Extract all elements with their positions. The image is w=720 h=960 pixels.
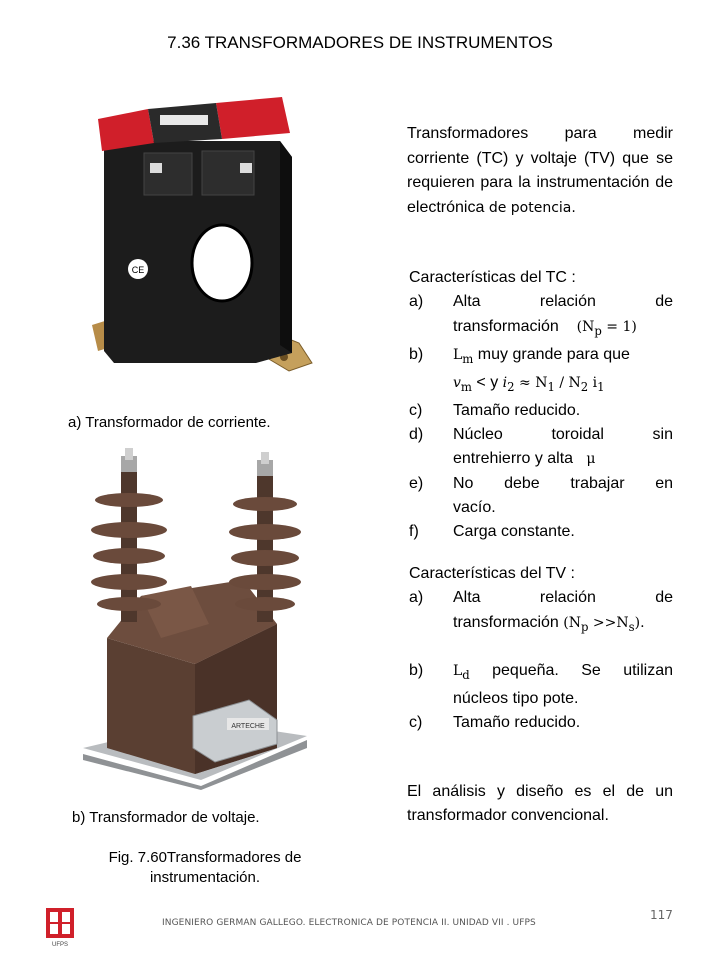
svg-text:UFPS: UFPS xyxy=(51,942,69,948)
footer-text: INGENIERO GERMAN GALLEGO. ELECTRONICA DE POTENCIA II. UNIDAD VII . UFPS xyxy=(162,918,536,928)
list-item: a) Alta relación de transformación $(N_p >>N_s)$. xyxy=(409,589,673,634)
page-number: 117 xyxy=(650,908,673,922)
list-item: c) Tamaño reducido. xyxy=(409,714,581,732)
tc-characteristics xyxy=(409,266,673,545)
figure-caption: Fig. 7.60Transformadores de instrumentación. xyxy=(108,849,302,886)
ufps-logo-icon xyxy=(44,906,76,950)
intro-paragraph: Transformadores para medir corriente (TC) y voltaje (TV) que se requieren para la instrumentación de electrónica de potencia. xyxy=(407,125,673,216)
vt-brand-label: ARTECHE xyxy=(231,723,265,730)
tv-heading: Características del TV : xyxy=(409,565,575,582)
list-item: f) Carga constante. xyxy=(409,523,575,541)
list-item: e) No debe trabajar en vacío. xyxy=(409,474,673,517)
voltage-transformer-photo xyxy=(81,448,309,790)
tv-characteristics xyxy=(409,562,673,735)
list-item: c) Tamaño reducido. xyxy=(409,401,581,419)
page-title: 7.36 TRANSFORMADORES DE INSTRUMENTOS xyxy=(167,33,553,52)
list-item: d) Núcleo toroidal sin entrehierro y alta μ xyxy=(409,426,673,468)
closing-paragraph: El análisis y diseño es el de un transformador convencional. xyxy=(407,783,673,824)
list-item: a) Alta relación de transformación $(N_p = 1)$ xyxy=(409,293,673,338)
ce-mark: CE xyxy=(131,265,145,275)
tc-heading: Características del TC : xyxy=(409,269,576,286)
ct-caption: a) Transformador de corriente. xyxy=(68,414,271,431)
list-item: b) $L_d$ pequeña. Se utilizan núcleos tipo pote. xyxy=(409,661,673,707)
list-item: b) $L_m$ muy grande para que $v_m < y$ $i_2 \approx N_1 / N_2$ $i_1$ xyxy=(409,345,630,394)
vt-caption: b) Transformador de voltaje. xyxy=(72,809,260,826)
current-transformer-photo xyxy=(84,93,316,391)
